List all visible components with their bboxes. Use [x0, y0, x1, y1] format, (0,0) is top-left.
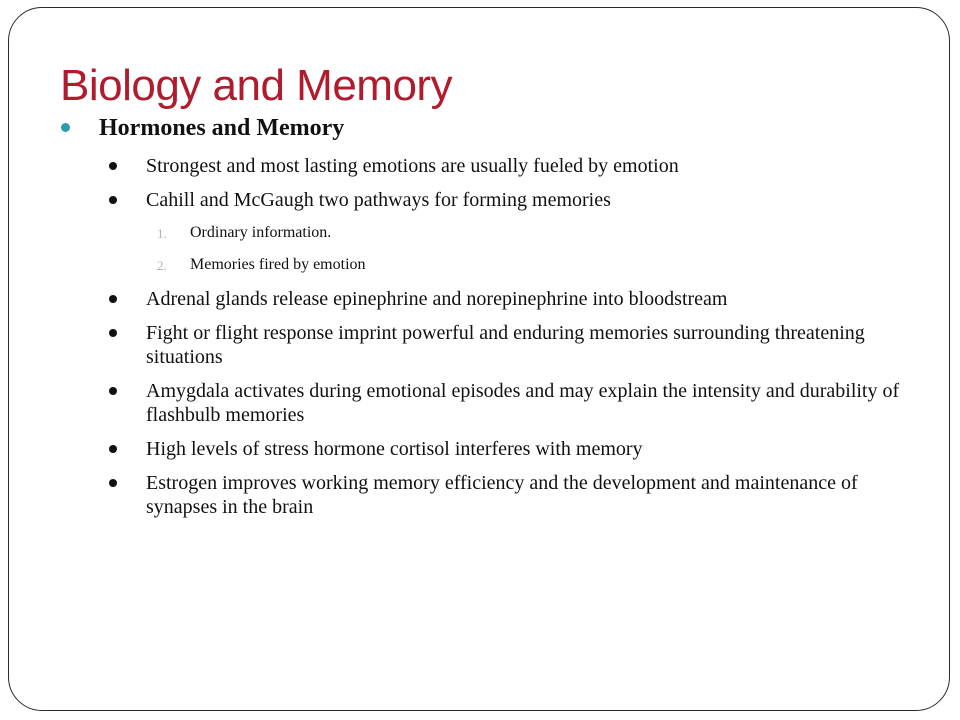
- item-number: 2.: [157, 258, 167, 273]
- bullet-text: High levels of stress hormone cortisol interferes with memory: [146, 438, 643, 460]
- section-heading: Hormones and Memory: [99, 115, 345, 141]
- bullet-item: [60, 379, 930, 427]
- bullet-dot-icon: [109, 295, 117, 303]
- bullet-dot-icon: [109, 445, 117, 453]
- bullet-item: [60, 321, 930, 369]
- bullet-dot-icon: [109, 196, 117, 204]
- item-number: 1.: [157, 226, 167, 241]
- numbered-item: [60, 255, 930, 275]
- bullet-text: Fight or flight response imprint powerful and enduring memories surrounding threatening situations: [146, 322, 865, 368]
- bullet-text: Cahill and McGaugh two pathways for forming memories: [146, 189, 611, 211]
- numbered-item: [60, 223, 930, 243]
- bullet-item: [60, 287, 930, 311]
- numbered-text: Memories fired by emotion: [190, 256, 366, 273]
- bullet-item: [60, 154, 930, 178]
- bullet-item: [60, 437, 930, 461]
- bullet-text: Adrenal glands release epinephrine and norepinephrine into bloodstream: [146, 288, 728, 310]
- bullet-dot-icon: [109, 479, 117, 487]
- bullet-text: Amygdala activates during emotional episodes and may explain the intensity and durability of flashbulb memories: [146, 380, 900, 426]
- bullet-dot-icon: [109, 387, 117, 395]
- slide-title: Biology and Memory: [60, 61, 453, 110]
- bullet-item: [60, 188, 930, 212]
- bullet-item: [60, 471, 930, 519]
- slide-content: [60, 110, 930, 519]
- bullet-text: Strongest and most lasting emotions are usually fueled by emotion: [146, 155, 679, 177]
- bullet-dot-icon: [109, 329, 117, 337]
- numbered-text: Ordinary information.: [190, 224, 332, 241]
- bullet-text: Estrogen improves working memory efficiency and the development and maintenance of synapses in the brain: [146, 472, 858, 518]
- level1-item: [60, 112, 930, 144]
- bullet-dot-icon: [109, 162, 117, 170]
- level1-bullet-icon: [61, 123, 70, 132]
